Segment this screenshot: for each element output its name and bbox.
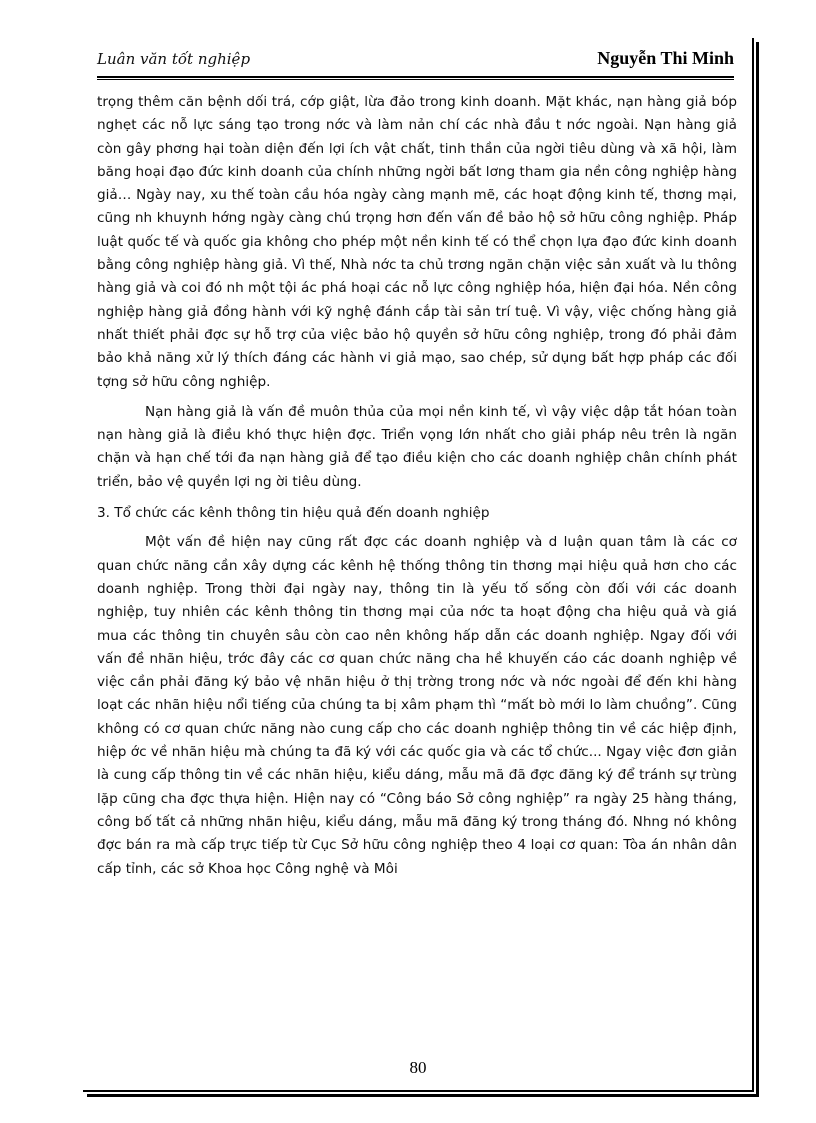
page-number: 80 [409,1058,427,1077]
body-text [97,91,737,881]
header-author-name: Nguyễn Thi Minh [597,48,734,68]
header-rule [97,76,734,78]
paragraph-1: trọng thêm căn bệnh dối trá, cớp giật, lừa đảo trong kinh doanh. Mặt khác, nạn hàng giả bóp nghẹt các nỗ lực sáng tạo trong nớc và làm nản chí các nhà đầu t nớc ngoài. Nạn hàng giả còn gây phơng hại toàn diện đến lợi ích vật chất, tinh thần của ngời tiêu dùng và xã hội, làm băng hoại đạo đức kinh doanh của chính những ngời bất lơng tham gia nền công nghiệp hàng giả… Ngày nay, xu thế toàn cầu hóa ngày càng mạnh mẽ, các hoạt động kinh tế, thơng mại, cũng nh khuynh hớng ngày càng chú trọng hơn đến vấn đề bảo hộ sở hữu công nghiệp. Pháp luật quốc tế và quốc gia không cho phép một nền kinh tế có thể chọn lựa đạo đức kinh doanh bằng công nghiệp hàng giả. Vì thế, Nhà nớc ta chủ trơng ngăn chặn việc sản xuất và lu thông hàng giả và coi đó nh một tội ác phá hoại các nỗ lực công nghiệp hóa, hiện đại hóa. Nền công nghiệp hàng giả đồng hành với kỹ nghệ đánh cắp tài sản trí tuệ. Vì vậy, việc chống hàng giả nhất thiết phải đợc sự hỗ trợ của việc bảo hộ quyền sở hữu công nghiệp, trong đó phải đảm bảo khả năng xử lý thích đáng các hành vi giả mạo, sao chép, sử dụng bất hợp pháp các đối tợng sở hữu công nghiệp. [97,94,737,390]
paragraph-2: Nạn hàng giả là vấn đề muôn thủa của mọi nền kinh tế, vì vậy việc dập tắt hóan toàn nạn hàng giả là điều khó thực hiện đợc. Triển vọng lớn nhất cho giải pháp nêu trên là ngăn chặn và hạn chế tới đa nạn hàng giả để tạo điều kiện cho các doanh nghiệp chân chính phát triển, bảo vệ quyền lợi ng ời tiêu dùng. [97,403,737,490]
header-thesis-title: Luân văn tốt nghiệp [97,50,251,68]
paragraph-3: Một vấn đề hiện nay cũng rất đợc các doanh nghiệp và d luận quan tâm là các cơ quan chức năng cần xây dựng các kênh hệ thống thông tin thơng mại hiệu quả hơn cho các doanh nghiệp. Trong thời đại ngày nay, thông tin là yếu tố sống còn đối với các doanh nghiệp, tuy nhiên các kênh thông tin thơng mại của nớc ta hoạt động cha hiệu quả và giá mua các thông tin chuyên sâu còn cao nên không hấp dẫn các doanh nghiệp. Ngay đối với vấn đề nhãn hiệu, trớc đây các cơ quan chức năng cha hề khuyến cáo các doanh nghiệp về việc cần phải đăng ký bảo vệ nhãn hiệu ở thị trờng trong nớc và nớc ngoài để đến khi hàng loạt các nhãn hiệu nổi tiếng của chúng ta bị xâm phạm thì “mất bò mới lo làm chuồng”. Cũng không có cơ quan chức năng nào cung cấp cho các doanh nghiệp thông tin về các hiệp định, hiệp ớc về nhãn hiệu mà chúng ta đã ký với các quốc gia và các tổ chức... Ngay việc đơn giản là cung cấp thông tin về các nhãn hiệu, kiểu dáng, mẫu mã đã đợc đăng ký để tránh sự trùng lặp cũng cha đợc thựa hiện. Hiện nay có “Công báo Sở công nghiệp” ra ngày 25 hàng tháng, công bố tất cả những nhãn hiệu, kiểu dáng, mẫu mã đăng ký trong tháng đó. Nhng nó không đợc bán ra mà cấp trực tiếp từ Cục Sở hữu công nghiệp theo 4 loại cơ quan: Tòa án nhân dân cấp tỉnh, các sở Khoa học Công nghệ và Môi [97,534,737,877]
page-header [97,48,734,74]
section-heading: 3. Tổ chức các kênh thông tin hiệu quả đến doanh nghiệp [97,505,490,522]
header-rule-thin [97,79,734,80]
